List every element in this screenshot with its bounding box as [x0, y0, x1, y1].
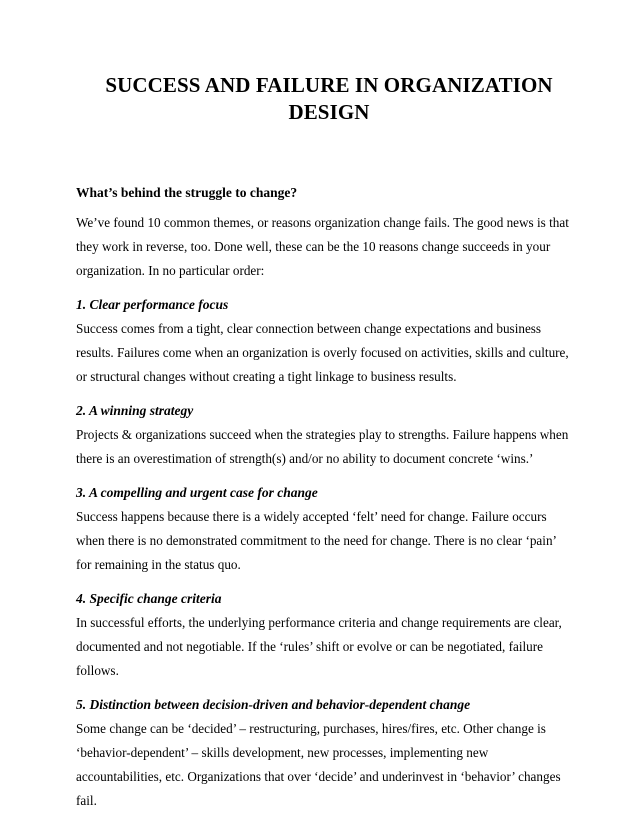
section-2: [76, 402, 572, 471]
section-1: [76, 296, 572, 389]
page-title: SUCCESS AND FAILURE IN ORGANIZATION DESIGN: [105, 73, 553, 124]
section-heading: 2. A winning strategy: [76, 403, 194, 418]
section-heading: 1. Clear performance focus: [76, 297, 229, 312]
section-body: Success comes from a tight, clear connection between change expectations and business results. Failures come when an organization is overly focused on activities, skills and culture, or structural changes without creating a tight linkage to business results.: [76, 321, 569, 384]
section-body: Some change can be ‘decided’ – restructuring, purchases, hires/fires, etc. Other change is ‘behavior-dependent’ – skills development, new processes, implementing new accountabilities, etc. Organizations that over ‘decide’ and underinvest in ‘behavior’ changes fail.: [76, 721, 561, 808]
section-heading: 3. A compelling and urgent case for change: [76, 485, 318, 500]
section-heading: 4. Specific change criteria: [76, 591, 222, 606]
section-5: [76, 696, 572, 813]
intro-heading: What’s behind the struggle to change?: [76, 185, 298, 200]
section-body: Projects & organizations succeed when the strategies play to strengths. Failure happens when there is an overestimation of strength(s) and/or no ability to document concrete ‘wins.’: [76, 427, 569, 466]
section-3: [76, 484, 572, 577]
section-heading: 5. Distinction between decision-driven and behavior-dependent change: [76, 697, 471, 712]
intro-paragraph: We’ve found 10 common themes, or reasons organization change fails. The good news is that they work in reverse, too. Done well, these can be the 10 reasons change succeeds in your organization. In no particular order:: [76, 215, 569, 278]
section-body: Success happens because there is a widely accepted ‘felt’ need for change. Failure occurs when there is no demonstrated commitment to the need for change. There is no clear ‘pain’ for remaining in the status quo.: [76, 509, 556, 572]
section-4: [76, 590, 572, 683]
section-body: In successful efforts, the underlying performance criteria and change requirements are clear, documented and not negotiable. If the ‘rules’ shift or evolve or can be negotiated, failure follows.: [76, 615, 562, 678]
